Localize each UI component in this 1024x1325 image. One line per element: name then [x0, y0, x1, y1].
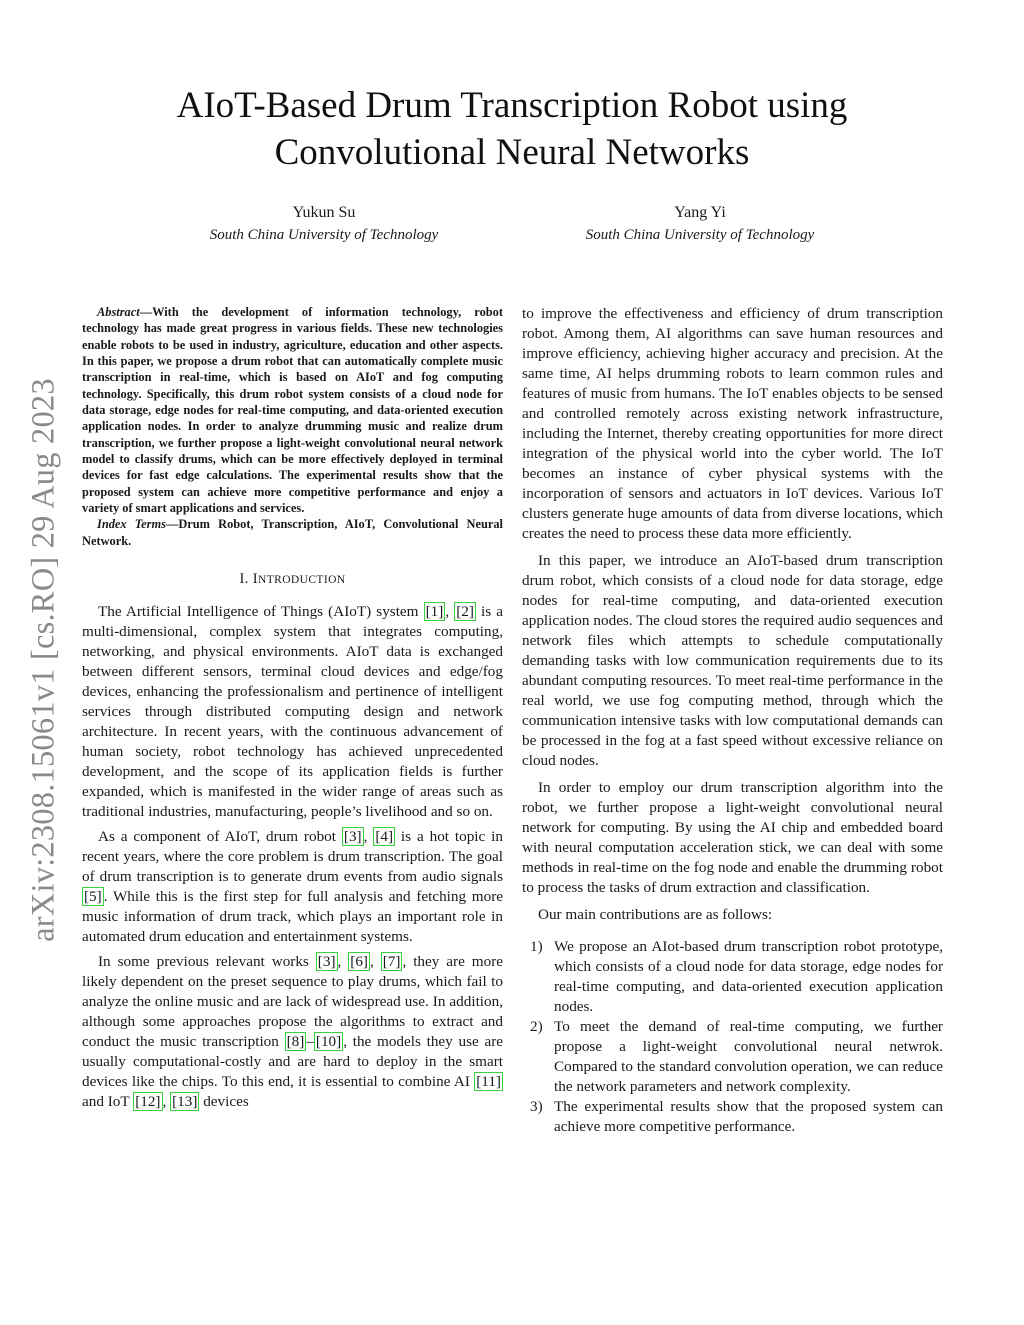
- author-name: Yang Yi: [674, 204, 726, 221]
- abstract-label: Abstract: [97, 305, 140, 319]
- text-run: In some previous relevant works: [98, 953, 316, 971]
- contributions-intro: Our main contributions are as follows:: [538, 906, 773, 923]
- list-item: [522, 1097, 943, 1137]
- text-run: The Artificial Intelligence of Things (AIoT) system: [98, 603, 424, 621]
- index-terms-text: Drum Robot, Transcription, AIoT, Convolutional Neural Network.: [82, 517, 503, 548]
- citation-link[interactable]: [2]: [456, 603, 474, 621]
- author-block-1: [124, 202, 524, 246]
- list-item: [522, 937, 943, 1017]
- list-item-text: The experimental results show that the proposed system can achieve more competitive performance.: [554, 1098, 943, 1135]
- paper-title: AIoT-Based Drum Transcription Robot using Convolutional Neural Networks: [176, 85, 848, 173]
- citation-link[interactable]: [4]: [375, 828, 394, 846]
- author-name: Yukun Su: [292, 204, 356, 221]
- abstract-text: With the development of information technology, robot technology has made great progress in various fields. These new technologies enable robots to be used in industry, agriculture, education and other aspects. In this paper, we propose a drum robot that can automatically complete music transcription in real-time, which is based on AIoT and fog computing technology. Specifically, this drum robot system consists of a cloud node for data storage, edge nodes for real-time computing, and data-oriented execution application nodes. In order to analyze drumming music and realize drum transcription, we further propose a light-weight convolutional neural network model to classify drums, which can be more effectively deployed in terminal devices for fast edge calculations. The experimental results show that the proposed system can achieve more competitive performance and enjoy a variety of smart applications and services.: [82, 305, 503, 516]
- text-run: and IoT: [82, 1093, 134, 1111]
- citation-link[interactable]: [7]: [382, 953, 401, 971]
- text-run: ,: [337, 953, 349, 971]
- section-number: I.: [239, 571, 249, 588]
- text-run: ,: [445, 603, 455, 621]
- list-item-number: 2): [530, 1018, 543, 1035]
- list-item: [522, 1017, 943, 1097]
- text-run: ,: [363, 828, 374, 846]
- text-run: devices: [199, 1093, 249, 1111]
- section-title-rest: NTRODUCTION: [258, 574, 346, 587]
- intro-paragraph-2: [82, 827, 503, 947]
- citation-link[interactable]: [10]: [315, 1033, 342, 1051]
- list-item-number: 3): [530, 1098, 543, 1115]
- citation-link[interactable]: [6]: [350, 953, 368, 971]
- text-run: ,: [369, 953, 381, 971]
- list-item-text: To meet the demand of real-time computing, we further propose a light-weight convolutional neural netwrok. Compared to the standard convolution operation, we can reduce the network parameters and network complexity.: [554, 1018, 943, 1095]
- right-column: [522, 304, 943, 1137]
- citation-link[interactable]: [8]: [286, 1033, 305, 1051]
- intro-paragraph-1: [82, 602, 503, 822]
- citation-link[interactable]: [13]: [172, 1093, 198, 1111]
- body-paragraph: In this paper, we introduce an AIoT-based drum transcription drum robot, which consists of a cloud node for data storage, edge nodes for real-time computing, and data-oriented execution application nodes. The cloud stores the required audio sequences and network files which attempts to schedule computationally demanding tasks with low communication requirements due to its abundant computing resources. To meet real-time performance in the real world, we use fog computing method, through which the communication intensive tasks with low computational demands can be processed in the fog at a fast speed without excessive reliance on cloud nodes.: [522, 552, 943, 769]
- text-run: , the models they use are usually computational-costly and are hard to deploy in the smart devices like the chips. To this end, it is essential to combine AI: [82, 1033, 504, 1091]
- arxiv-identifier: arXiv:2308.15061v1 [cs.RO] 29 Aug 2023: [25, 378, 62, 942]
- citation-link[interactable]: [12]: [135, 1093, 161, 1111]
- citation-link[interactable]: [3]: [317, 953, 336, 971]
- text-run: –: [306, 1033, 314, 1051]
- text-run: ,: [162, 1093, 171, 1111]
- text-run: is a hot topic in recent years, where the core problem is drum transcription. The goal of drum transcription is to generate drum events from audio signals: [82, 828, 503, 886]
- arxiv-sidebar: [26, 340, 62, 980]
- section-heading-introduction: [82, 571, 503, 588]
- citation-link[interactable]: [11]: [476, 1073, 501, 1091]
- citation-link[interactable]: [1]: [425, 603, 444, 621]
- text-run: is a multi-dimensional, complex system that integrates computing, networking, and physical environments. AIoT data is exchanged between different sensors, terminal cloud devices and edge/fog devices, enhancing the professionalism and pertinence of intelligent services through distributed computing design and network architecture. In recent years, with the continuous advancement of human society, robot technology has achieved unprecedented development, and the scope of its application fields is further expanded, which is manifested in the wider range of areas such as traditional industries, manufacturing, people’s livelihood and so on.: [82, 603, 504, 821]
- section-initial: I: [252, 571, 259, 588]
- index-terms: Index Terms—Drum Robot, Transcription, AIoT, Convolutional Neural Network.: [82, 517, 503, 548]
- intro-paragraph-3: [82, 952, 503, 1112]
- text-run: As a component of AIoT, drum robot: [98, 828, 342, 846]
- body-paragraph: In order to employ our drum transcription algorithm into the robot, we further propose a light-weight convolutional neural network for computing. By using the AI chip and embedded board with neural computation acceleration stick, we can deal with some methods in real-time on the fog node and enable the drumming robot to process the tasks of drum extraction and classification.: [522, 779, 943, 896]
- text-run: . While this is the first step for full analysis and fetching more music information of drum track, which plays an important role in automated drum education and entertainment systems.: [82, 888, 503, 946]
- citation-link[interactable]: [5]: [84, 888, 102, 906]
- left-column: [82, 304, 503, 1117]
- author-block-2: [500, 202, 900, 246]
- author-affiliation: South China University of Technology: [585, 227, 815, 243]
- list-item-text: We propose an AIot-based drum transcription robot prototype, which consists of a cloud node for data storage, edge nodes for real-time computing, and data-oriented execution application nodes.: [554, 938, 943, 1015]
- text-run: , they are more likely dependent on the preset sequence to play drums, which fail to analyze the online music and are lack of widespread use. In addition, although some approaches propose the algorithms to extract and conduct the music transcription: [82, 953, 503, 1051]
- index-terms-label: Index Terms: [97, 517, 166, 532]
- citation-link[interactable]: [3]: [343, 828, 362, 846]
- list-item-number: 1): [530, 938, 543, 955]
- body-paragraph-continued: to improve the effectiveness and efficiency of drum transcription robot. Among them, AI algorithms can save human resources and improve efficiency, achieving higher accuracy and precision. At the same time, AI helps drumming robots to learn common rules and features of music from humans. The IoT enables objects to be sensed and controlled remotely across existing network infrastructure, including the Internet, thereby creating opportunities for more direct integration of the physical world into the cyber world. The IoT becomes an instance of cyber physical systems with the incorporation of sensors and actuators in IoT devices. Various IoT clusters generate huge amounts of data from diverse locations, which creates the need to process these data more efficiently.: [522, 305, 943, 542]
- abstract: Abstract—With the development of information technology, robot technology has made great progress in various fields. These new technologies enable robots to be used in industry, agriculture, education and other aspects. In this paper, we propose a drum robot that can automatically complete music transcription in real-time, which is based on AIoT and fog computing technology. Specifically, this drum robot system consists of a cloud node for data storage, edge nodes for real-time computing, and data-oriented execution application nodes. In order to analyze drumming music and realize drum transcription, we further propose a light-weight convolutional neural network model to classify drums, which can be more effectively deployed in terminal devices for fast edge calculations. The experimental results show that the proposed system can achieve more competitive performance and enjoy a variety of smart applications and services.: [82, 305, 503, 516]
- author-affiliation: South China University of Technology: [209, 227, 439, 243]
- contributions-list: [522, 937, 943, 1137]
